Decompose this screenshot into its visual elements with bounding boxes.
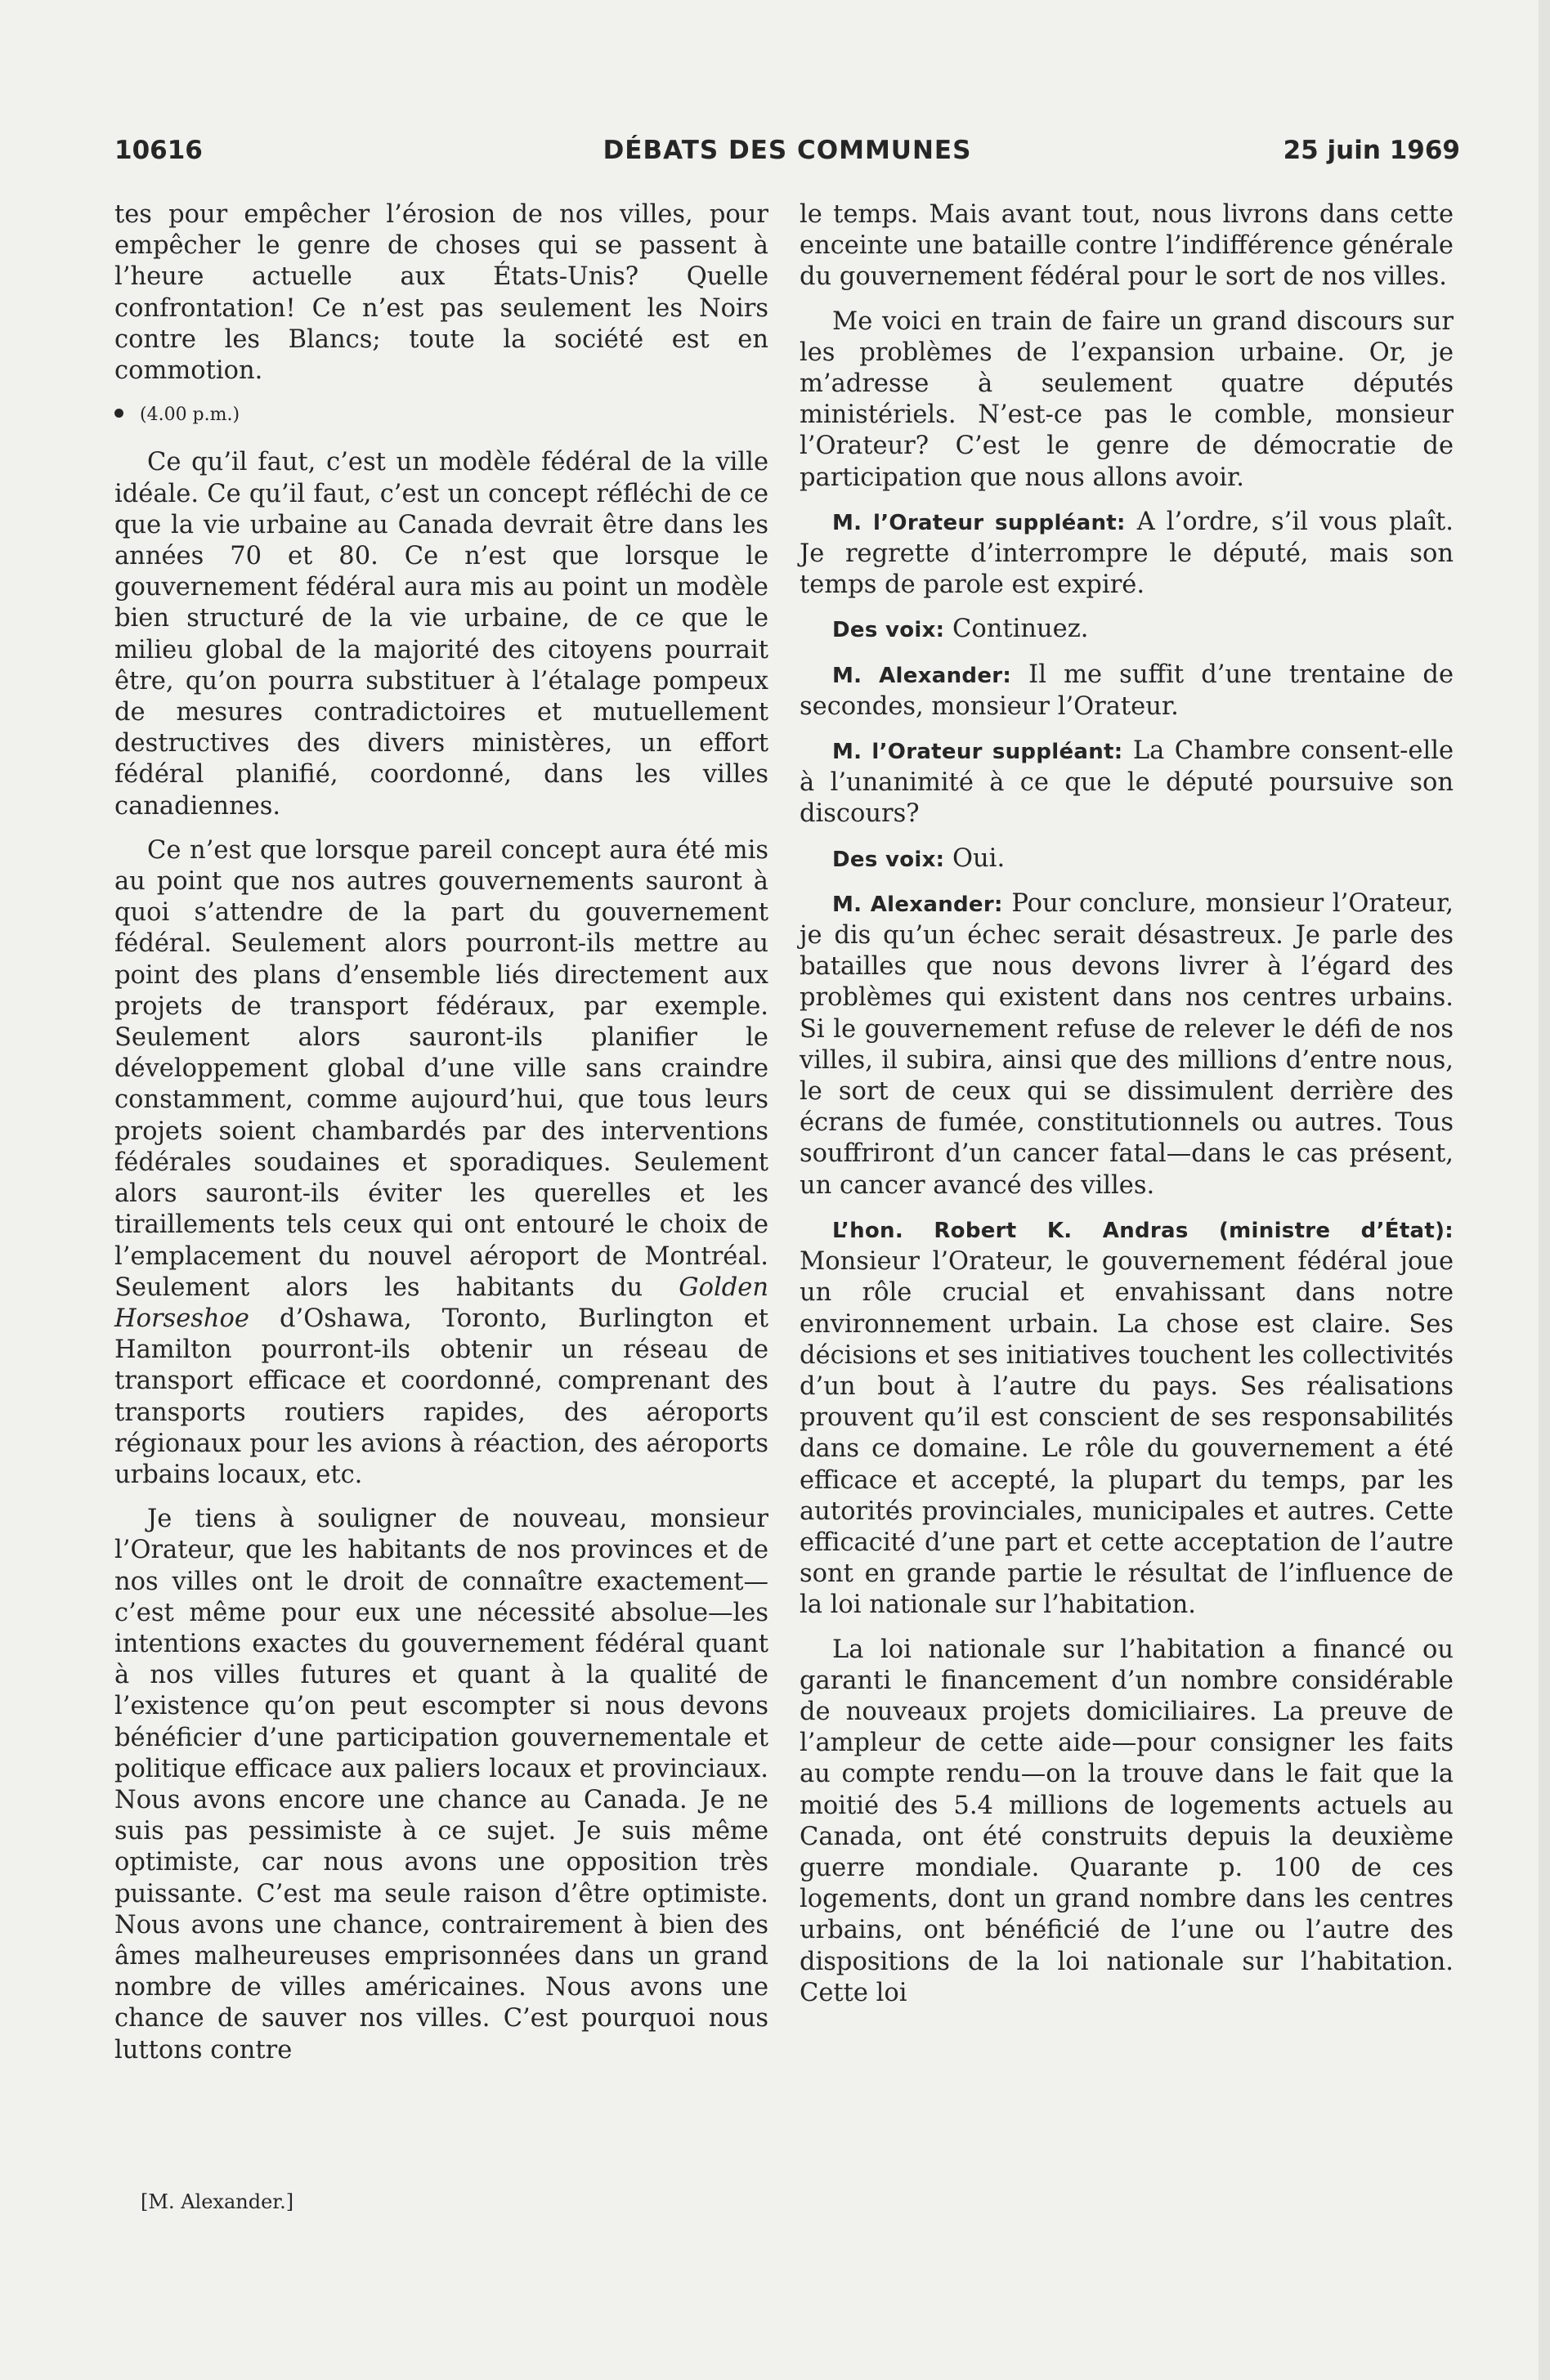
page-edge <box>1539 0 1550 2380</box>
speech-text: A l’ordre, s’il vous plaît. Je regrette d’interrompre le député, mais son temps de parole est expiré. <box>800 507 1454 600</box>
paragraph-text: Ce n’est que lorsque pareil concept aura été mis au point que nos autres gouvernements sauront à quoi s’attendre de la part du gouvernement fédéral. Seulement alors pourront-ils mettre au point des plans d’ensemble liés directement aux projets de transport fédéraux, par exemple. Seulement alors sauront-ils planifier le développement global d’une ville sans craindre constamment, comme aujourd’hui, que tous leurs projets soient chambardés par des interventions fédérales soudaines et sporadiques. Seulement alors sauront-ils éviter les querelles et les tiraillements tels ceux qui ont entouré le choix de l’emplacement du nouvel aéroport de Montréal. Seulement alors les habitants du <box>114 835 768 1302</box>
paragraph-text: d’Oshawa, Toronto, Burlington et Hamilton pourront-ils obtenir un réseau de transport efficace et coordonné, comprenant des transports routiers rapides, des aéroports régionaux pour les avions à réaction, des aéroports urbains locaux, etc. <box>114 1304 768 1489</box>
paragraph: le temps. Mais avant tout, nous livrons dans cette enceinte une bataille contre l’indifférence générale du gouvernement fédéral pour le sort de nos villes. <box>800 200 1454 292</box>
speech <box>800 736 1454 830</box>
time-stamp <box>114 400 768 431</box>
speech <box>800 888 1454 1201</box>
speech-text: Pour conclure, monsieur l’Orateur, je dis qu’un échec serait désastreux. Je parle des batailles que nous devons livrer à l’égard des problèmes qui existent dans nos centres urbains. Si le gouvernement refuse de relever le défi de nos villes, il subira, ainsi que des millions d’entre nous, le sort de ceux qui se dissimulent derrière des écrans de fumée, constitutionnels ou autres. Tous souffriront d’un cancer fatal—dans le cas présent, un cancer avancé des villes. <box>800 888 1454 1200</box>
speech <box>800 614 1454 646</box>
speaker-name: Des voix: <box>832 618 945 643</box>
right-column <box>800 199 1454 2022</box>
speech <box>800 1215 1454 1622</box>
speech <box>800 507 1454 602</box>
speech-text: Il me suffit d’une trentaine de secondes, monsieur l’Orateur. <box>800 660 1454 721</box>
left-column <box>114 199 768 2079</box>
speech-text: La Chambre consent-elle à l’unanimité à ce que le député poursuive son discours? <box>800 736 1454 829</box>
page-date: 25 juin 1969 <box>1283 136 1460 165</box>
speaker-name: M. l’Orateur suppléant: <box>832 740 1123 765</box>
paragraph <box>114 835 768 1491</box>
speaker-name: M. Alexander: <box>832 892 1003 917</box>
speaker-name: L’hon. Robert K. Andras (ministre d’État): <box>832 1218 1454 1243</box>
speech-text: Continuez. <box>944 615 1089 644</box>
speech-text: Oui. <box>944 843 1006 873</box>
speech <box>800 660 1454 722</box>
speech-text: Monsieur l’Orateur, le gouvernement fédéral joue un rôle crucial et envahissant dans notre environnement urbain. La chose est claire. Ses décisions et ses initiatives touchent les collectivités d’un bout à l’autre du pays. Ses réalisations prouvent qu’il est conscient de ses responsabilités dans ce domaine. Le rôle du gouvernement a été efficace et accepté, la plupart du temps, par les autorités provinciales, municipales et autres. Cette efficacité d’une part et cette acceptation de l’autre sont en grande partie le résultat de l’influence de la loi nationale sur l’habitation. <box>800 1247 1454 1620</box>
page-header <box>114 136 1460 172</box>
paragraph: Ce qu’il faut, c’est un modèle fédéral de la ville idéale. Ce qu’il faut, c’est un concept réfléchi de ce que la vie urbaine au Canada devrait être dans les années 70 et 80. Ce n’est que lorsque le gouvernement fédéral aura mis au point un modèle bien structuré de la vie urbaine, de ce que le milieu global de la majorité des citoyens pourrait être, qu’on pourra substituer à l’étalage pompeux de mesures contradictoires et mutuellement destructives des divers ministères, un effort fédéral planifié, coordonné, dans les villes canadiennes. <box>114 448 768 821</box>
speaker-name: M. Alexander: <box>832 663 1012 688</box>
speaker-name: M. l’Orateur suppléant: <box>832 510 1126 535</box>
speaker-footer: [M. Alexander.] <box>141 2190 294 2213</box>
paragraph: La loi nationale sur l’habitation a financé ou garanti le financement d’un nombre considérable de nouveaux projets domiciliaires. La preuve de l’ampleur de cette aide—pour consigner les faits au compte rendu—on la trouve dans le fait que la moitié des 5.4 millions de logements actuels au Canada, ont été construits depuis la deuxième guerre mondiale. Quarante p. 100 de ces logements, dont un grand nombre dans les centres urbains, ont bénéficié de l’une ou l’autre des dispositions de la loi nationale sur l’habitation. Cette loi <box>800 1635 1454 2007</box>
page-number: 10616 <box>114 136 203 165</box>
publication-title: DÉBATS DES COMMUNES <box>603 136 972 165</box>
speaker-name: Des voix: <box>832 847 945 872</box>
italic-place-name: Golden Horseshoe <box>114 1273 768 1333</box>
time-text: (4.00 p.m.) <box>140 405 240 426</box>
speech <box>800 843 1454 875</box>
paragraph: Je tiens à souligner de nouveau, monsieur l’Orateur, que les habitants de nos provinces et de nos villes ont le droit de connaître exactement—c’est même pour eux une nécessité absolue—les intentions exactes du gouvernement fédéral quant à nos villes futures et quant à la qualité de l’existence qu’on peut escompter si nous devons bénéficier d’une participation gouvernementale et politique efficace aux paliers locaux et provinciaux. Nous avons encore une chance au Canada. Je ne suis pas pessimiste à ce sujet. Je suis même optimiste, car nous avons une opposition très puissante. C’est ma seule raison d’être optimiste. Nous avons une chance, contrairement à bien des âmes malheureuses emprisonnées dans un grand nombre de villes américaines. Nous avons une chance de sauver nos villes. C’est pourquoi nous luttons contre <box>114 1505 768 2065</box>
paragraph: Me voici en train de faire un grand discours sur les problèmes de l’expansion urbaine. Or, je m’adresse à seulement quatre députés ministériels. N’est-ce pas le comble, monsieur l’Orateur? C’est le genre de démocratie de participation que nous allons avoir. <box>800 306 1454 492</box>
bullet-icon <box>114 409 123 418</box>
paragraph: tes pour empêcher l’érosion de nos villes, pour empêcher le genre de choses qui se passent à l’heure actuelle aux États-Unis? Quelle confrontation! Ce n’est pas seulement les Noirs contre les Blancs; toute la société est en commotion. <box>114 200 768 386</box>
